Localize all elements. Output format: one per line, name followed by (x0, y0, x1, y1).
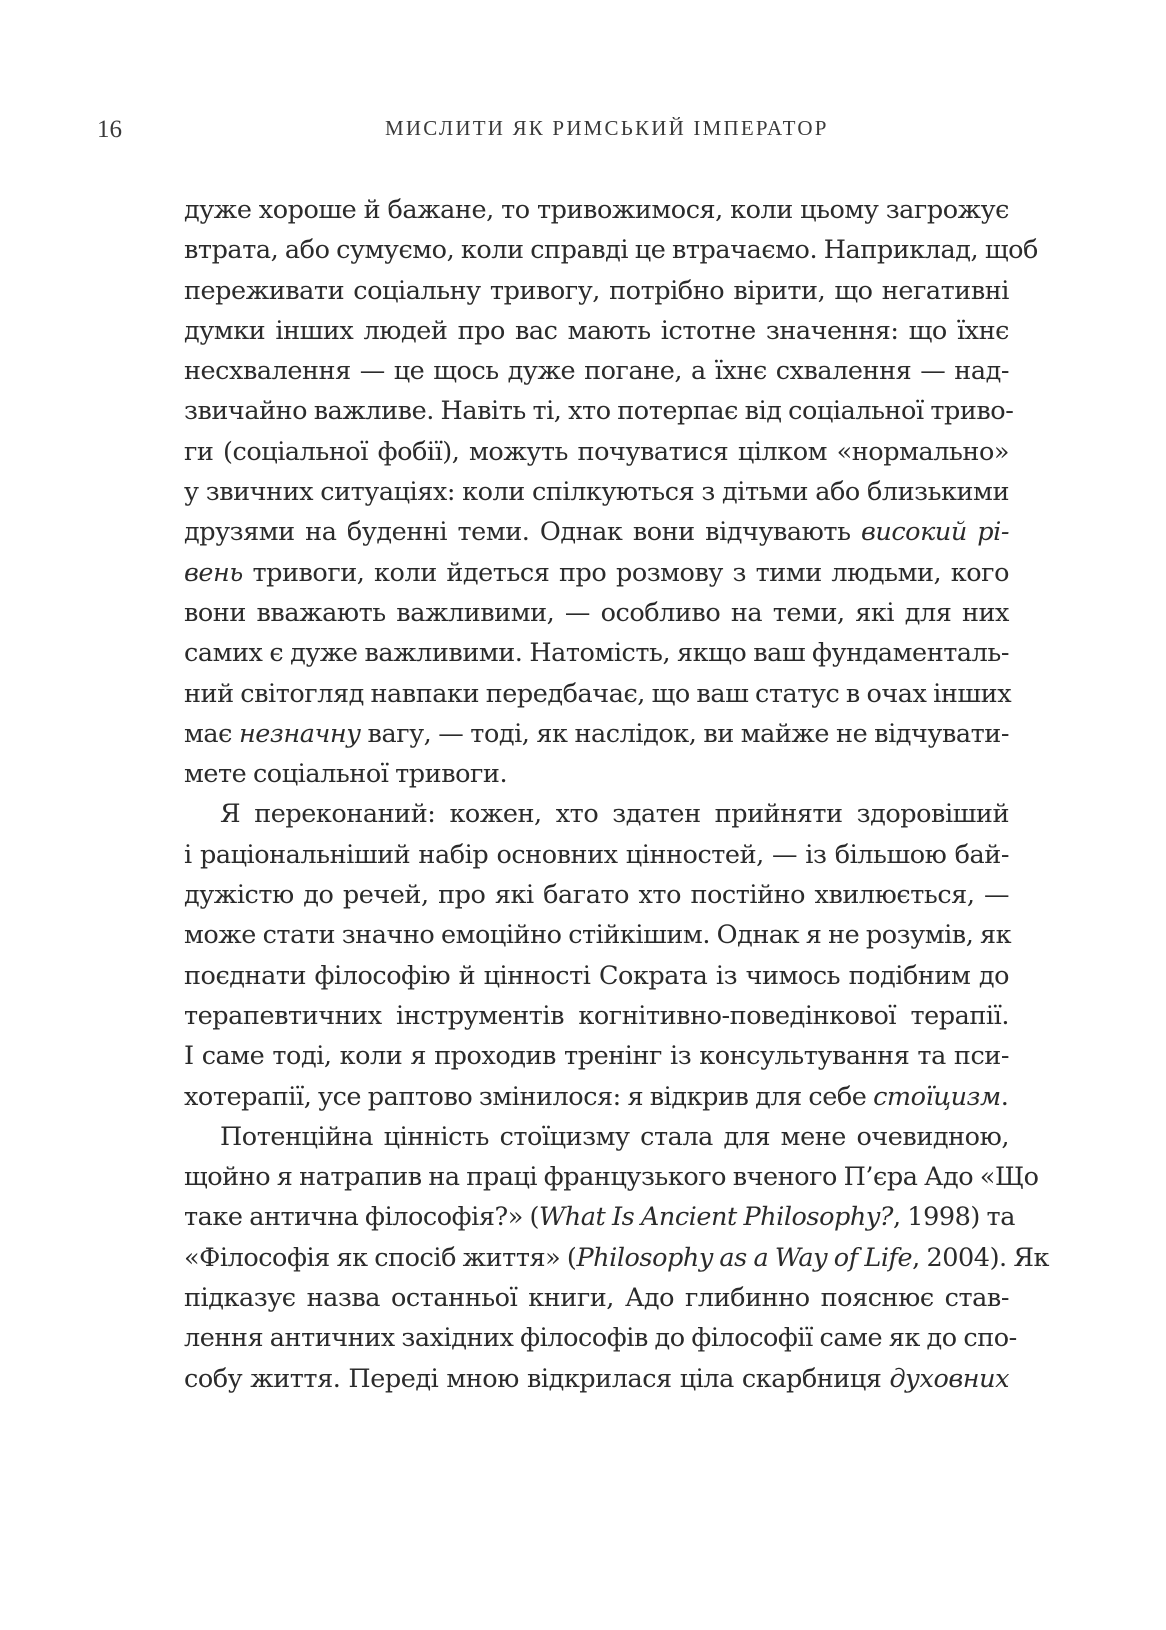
text-line (184, 190, 1009, 230)
text-line (184, 835, 1009, 875)
text-line (184, 956, 1009, 996)
text-line (184, 230, 1038, 270)
text-line (184, 593, 1009, 633)
text-run: ний світогляд навпаки передбачає, що ваш статус в очах інших (184, 678, 1012, 709)
text-line (184, 1278, 1009, 1318)
paragraph (184, 1117, 1050, 1399)
text-run: переживати соціальну тривогу, потрібно вірити, що негативні (184, 275, 1009, 306)
text-line (184, 674, 1012, 714)
text-line (184, 391, 1014, 431)
text-line (184, 1157, 1039, 1197)
text-line (184, 1077, 1009, 1117)
text-run: поєднати філософію й цінності Сократа із чимось подібним до (184, 960, 1009, 991)
book-title: МИСЛИТИ ЯК РИМСЬКИЙ ІМПЕРАТОР (385, 116, 829, 140)
italic-run: What Is Ancient Philosophy? (539, 1202, 893, 1233)
text-run: думки інших людей про вас мають істотне значення: що їхнє (184, 315, 1009, 346)
paragraph (184, 190, 1038, 794)
text-run: таке антична філософія?» ( (184, 1202, 540, 1233)
text-run: підказує назва останньої книги, Адо глибинно пояснює став- (184, 1283, 1009, 1314)
text-run: лення античних західних філософів до філософії саме як до спо- (184, 1323, 1017, 1354)
text-run: і раціональніший набір основних цінностей, — із більшою бай- (184, 839, 1009, 870)
text-run: І саме тоді, коли я проходив тренінг із консультування та пси- (184, 1041, 1009, 1072)
text-run: , 1998) та (893, 1202, 1015, 1233)
text-run: дужістю до речей, про які багато хто постійно хвилюється, — (184, 880, 1009, 911)
text-line (184, 996, 1009, 1036)
text-run: . (1000, 1081, 1009, 1112)
italic-run: стоїцизм (873, 1081, 1001, 1112)
text-run: собу життя. Переді мною відкрилася ціла скарбниця (184, 1363, 890, 1394)
text-run: мете соціальної тривоги. (184, 759, 508, 790)
text-line (184, 432, 1009, 472)
text-run: ги (соціальної фобії), можуть почуватися цілком «нормально» (184, 436, 1009, 467)
text-line (184, 633, 1009, 673)
italic-run: вень (184, 557, 243, 588)
text-run: звичайно важливе. Навіть ті, хто потерпає від соціальної триво- (184, 396, 1014, 427)
text-line (184, 553, 1009, 593)
text-run: вони вважають важливими, — особливо на теми, які для них (184, 597, 1009, 628)
text-run: може стати значно емоційно стійкішим. Однак я не розумів, як (184, 920, 1012, 951)
text-run: вагу, — тоді, як наслідок, ви майже не відчувати- (360, 718, 1010, 749)
text-run: друзями на буденні теми. Однак вони відчувають (184, 517, 861, 548)
text-line (184, 1359, 1009, 1399)
italic-run: Philosophy as a Way of Life (576, 1242, 913, 1273)
body-text (184, 190, 1050, 1399)
text-line (184, 754, 1009, 794)
text-run: тривоги, коли йдеться про розмову з тими людьми, кого (242, 557, 1009, 588)
running-head (0, 116, 1166, 146)
text-run: «Філософія як спосіб життя» ( (184, 1242, 577, 1273)
text-line (184, 311, 1009, 351)
text-run: Потенційна цінність стоїцизму стала для мене очевидною, (220, 1121, 1009, 1152)
text-line (184, 1318, 1017, 1358)
italic-run: високий рі- (860, 517, 1009, 548)
italic-run: незначну (238, 718, 361, 749)
text-line (184, 512, 1009, 552)
paragraph (184, 794, 1012, 1116)
text-line (184, 915, 1012, 955)
text-run: щойно я натрапив на праці французького вченого П’єра Адо «Що (184, 1162, 1039, 1193)
text-line (184, 714, 1009, 754)
text-line (184, 472, 1009, 512)
text-line (184, 1036, 1009, 1076)
text-run: дуже хороше й бажане, то тривожимося, коли цьому загрожує (184, 195, 1009, 225)
text-run: хотерапії, усе раптово змінилося: я відкрив для себе (184, 1081, 874, 1112)
text-line (184, 875, 1009, 915)
text-line (184, 271, 1009, 311)
text-run: терапевтичних інструментів когнітивно-поведінкової терапії. (184, 1000, 1009, 1031)
text-run: у звичних ситуаціях: коли спілкуються з дітьми або близькими (184, 477, 1009, 508)
text-line (184, 794, 1009, 834)
text-run: , 2004). Як (912, 1242, 1050, 1273)
text-line (184, 1197, 1015, 1237)
text-run: самих є дуже важливими. Натомість, якщо ваш фундаменталь- (184, 638, 1009, 669)
text-run: несхвалення — це щось дуже погане, а їхнє схвалення — над- (184, 356, 1009, 387)
text-run: втрата, або сумуємо, коли справді це втрачаємо. Наприклад, щоб (184, 235, 1038, 266)
text-line (184, 1117, 1009, 1157)
text-run: Я переконаний: кожен, хто здатен прийняти здоровіший (220, 799, 1009, 830)
text-run: має (184, 718, 239, 749)
italic-run: духовних (889, 1363, 1009, 1394)
text-line (184, 351, 1009, 391)
page-number: 16 (97, 116, 122, 143)
text-line (184, 1238, 1050, 1278)
